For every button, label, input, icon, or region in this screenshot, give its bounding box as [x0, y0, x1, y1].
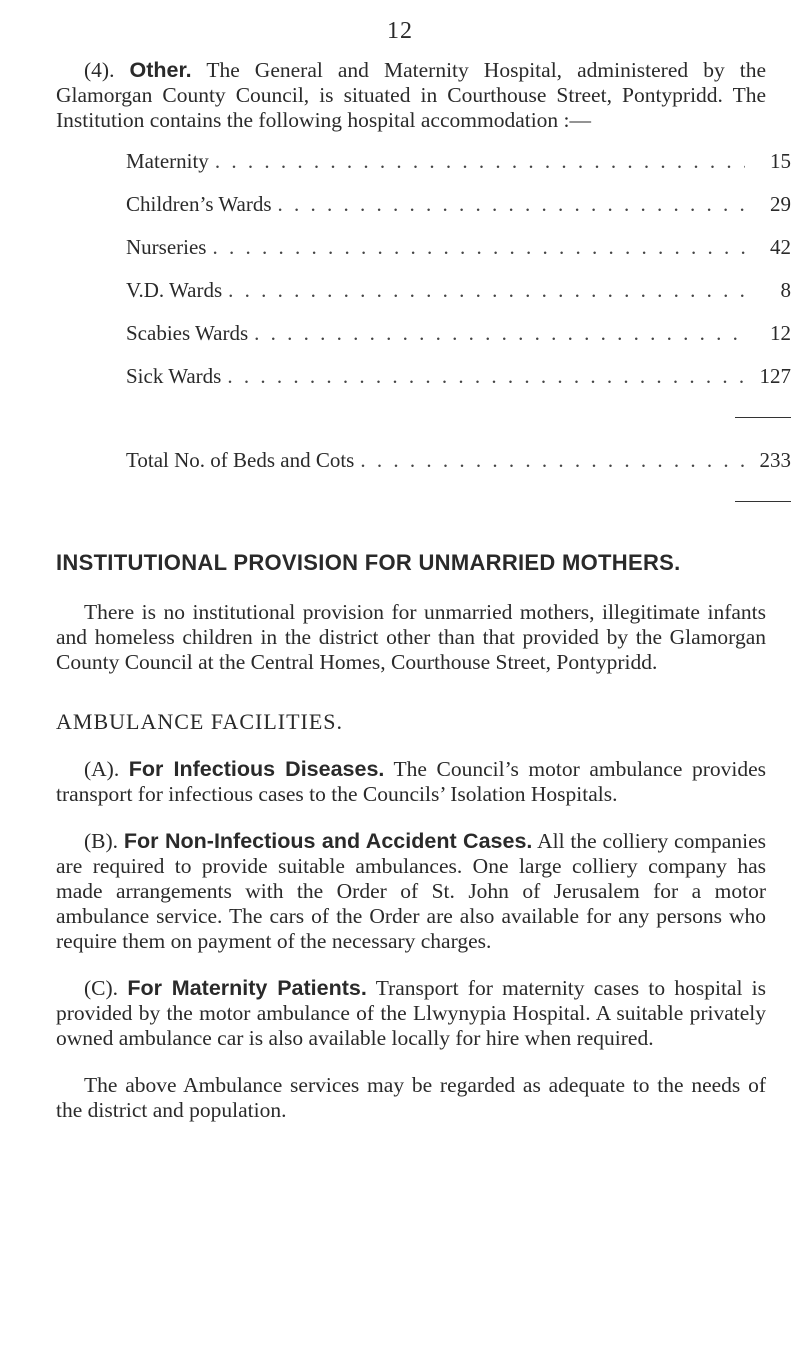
dot-leader — [360, 448, 745, 473]
section-text: The Council’s motor ambulance provides transport for infectious cases to the Councils’ Isolation Hospitals. — [56, 757, 766, 806]
accommodation-row — [56, 149, 791, 192]
hospital-prefix: (4). — [84, 58, 115, 82]
section-prefix: (C). — [84, 976, 119, 1000]
accommodation-label: Scabies Wards — [126, 321, 249, 345]
dot-leader — [212, 235, 745, 260]
ambulance-section-b — [56, 829, 766, 954]
accommodation-value: 15 — [770, 149, 791, 173]
accommodation-row — [56, 278, 791, 321]
accommodation-label: Maternity — [126, 149, 209, 173]
page-number: 12 — [387, 18, 413, 44]
unmarried-mothers-paragraph: There is no institutional provision for unmarried mothers, illegitimate infants and homeless children in the district other than that provided by the Glamorgan County Council at the Central Homes, Courthouse Street, Pontypridd. — [56, 600, 766, 674]
accommodation-label: Children’s Wards — [126, 192, 272, 216]
accommodation-row — [56, 364, 791, 407]
closing-paragraph: The above Ambulance services may be regarded as adequate to the needs of the district and population. — [56, 1073, 766, 1122]
section-heading: For Maternity Patients. — [127, 976, 367, 1000]
dot-leader — [215, 149, 745, 174]
ambulance-section-c — [56, 976, 766, 1051]
unmarried-mothers-heading: INSTITUTIONAL PROVISION FOR UNMARRIED MOTHERS. — [56, 550, 681, 575]
section-text: All the colliery companies are required to provide suitable ambulances. One large colliery company has made arrangements with the Order of St. John of Jerusalem for a motor ambulance service. The cars of the Order are also available for any persons who require them on payment of the necessary charges. — [56, 829, 766, 953]
section-heading: For Infectious Diseases. — [128, 757, 385, 781]
page-content — [56, 58, 791, 1123]
ambulance-heading: AMBULANCE FACILITIES. — [56, 709, 344, 734]
hospital-text: The General and Maternity Hospital, administered by the Glamorgan County Council, is situated in Courthouse Street, Pontypridd. The Institution contains the following hospital accommodation :— — [56, 58, 767, 132]
section-text: Transport for maternity cases to hospital is provided by the motor ambulance of the Llwynypia Hospital. A suitable privately owned ambulance car is also available locally for hire when required. — [56, 976, 767, 1050]
ambulance-section-a — [56, 757, 766, 807]
hospital-heading: Other. — [129, 58, 192, 82]
total-row — [56, 448, 791, 491]
accommodation-table — [56, 149, 791, 502]
subtotal-rule — [735, 417, 791, 418]
accommodation-row — [56, 321, 791, 364]
section-prefix: (B). — [84, 829, 119, 853]
dot-leader — [254, 321, 745, 346]
accommodation-value: 8 — [780, 278, 791, 302]
dot-leader — [278, 192, 746, 217]
accommodation-label: V.D. Wards — [126, 278, 223, 302]
total-rule — [735, 501, 791, 502]
accommodation-label: Sick Wards — [126, 364, 222, 388]
accommodation-row — [56, 192, 791, 235]
accommodation-value: 42 — [770, 235, 791, 259]
accommodation-label: Nurseries — [126, 235, 207, 259]
accommodation-value: 127 — [759, 364, 791, 388]
accommodation-value: 29 — [770, 192, 791, 216]
accommodation-value: 12 — [770, 321, 791, 345]
total-value: 233 — [759, 448, 791, 472]
total-label: Total No. of Beds and Cots — [126, 448, 355, 472]
hospital-paragraph — [56, 58, 766, 133]
dot-leader — [228, 278, 745, 303]
accommodation-row — [56, 235, 791, 278]
dot-leader — [227, 364, 745, 389]
section-heading: For Non-Infectious and Accident Cases. — [123, 829, 533, 853]
section-prefix: (A). — [84, 757, 120, 781]
